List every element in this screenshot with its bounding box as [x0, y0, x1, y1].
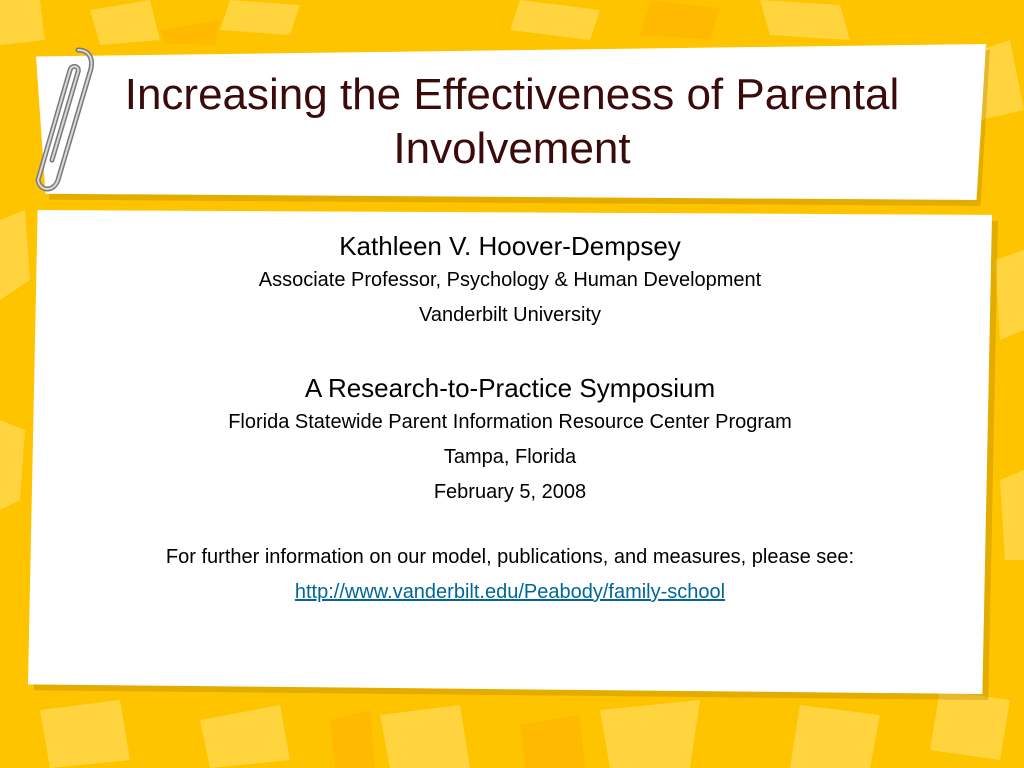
event-date: February 5, 2008: [433, 481, 587, 503]
spacer: [28, 338, 992, 368]
paperclip-icon: [20, 40, 100, 200]
program-name: Florida Statewide Parent Information Resource Center Program: [228, 411, 792, 433]
spacer: [28, 515, 992, 545]
author-name: Kathleen V. Hoover-Dempsey: [339, 231, 681, 261]
event-title: A Research-to-Practice Symposium: [304, 373, 716, 403]
slide-title: Increasing the Effectiveness of Parental Involvement: [124, 70, 900, 173]
link-row: [28, 580, 992, 604]
event-location: Tampa, Florida: [443, 446, 577, 468]
slide-content: [28, 226, 992, 615]
author-position: Associate Professor, Psychology & Human Development: [258, 269, 762, 291]
info-text: For further information on our model, publications, and measures, please see:: [165, 546, 855, 568]
author-institution: Vanderbilt University: [419, 304, 601, 326]
family-school-link[interactable]: http://www.vanderbilt.edu/Peabody/family-school: [294, 581, 726, 603]
